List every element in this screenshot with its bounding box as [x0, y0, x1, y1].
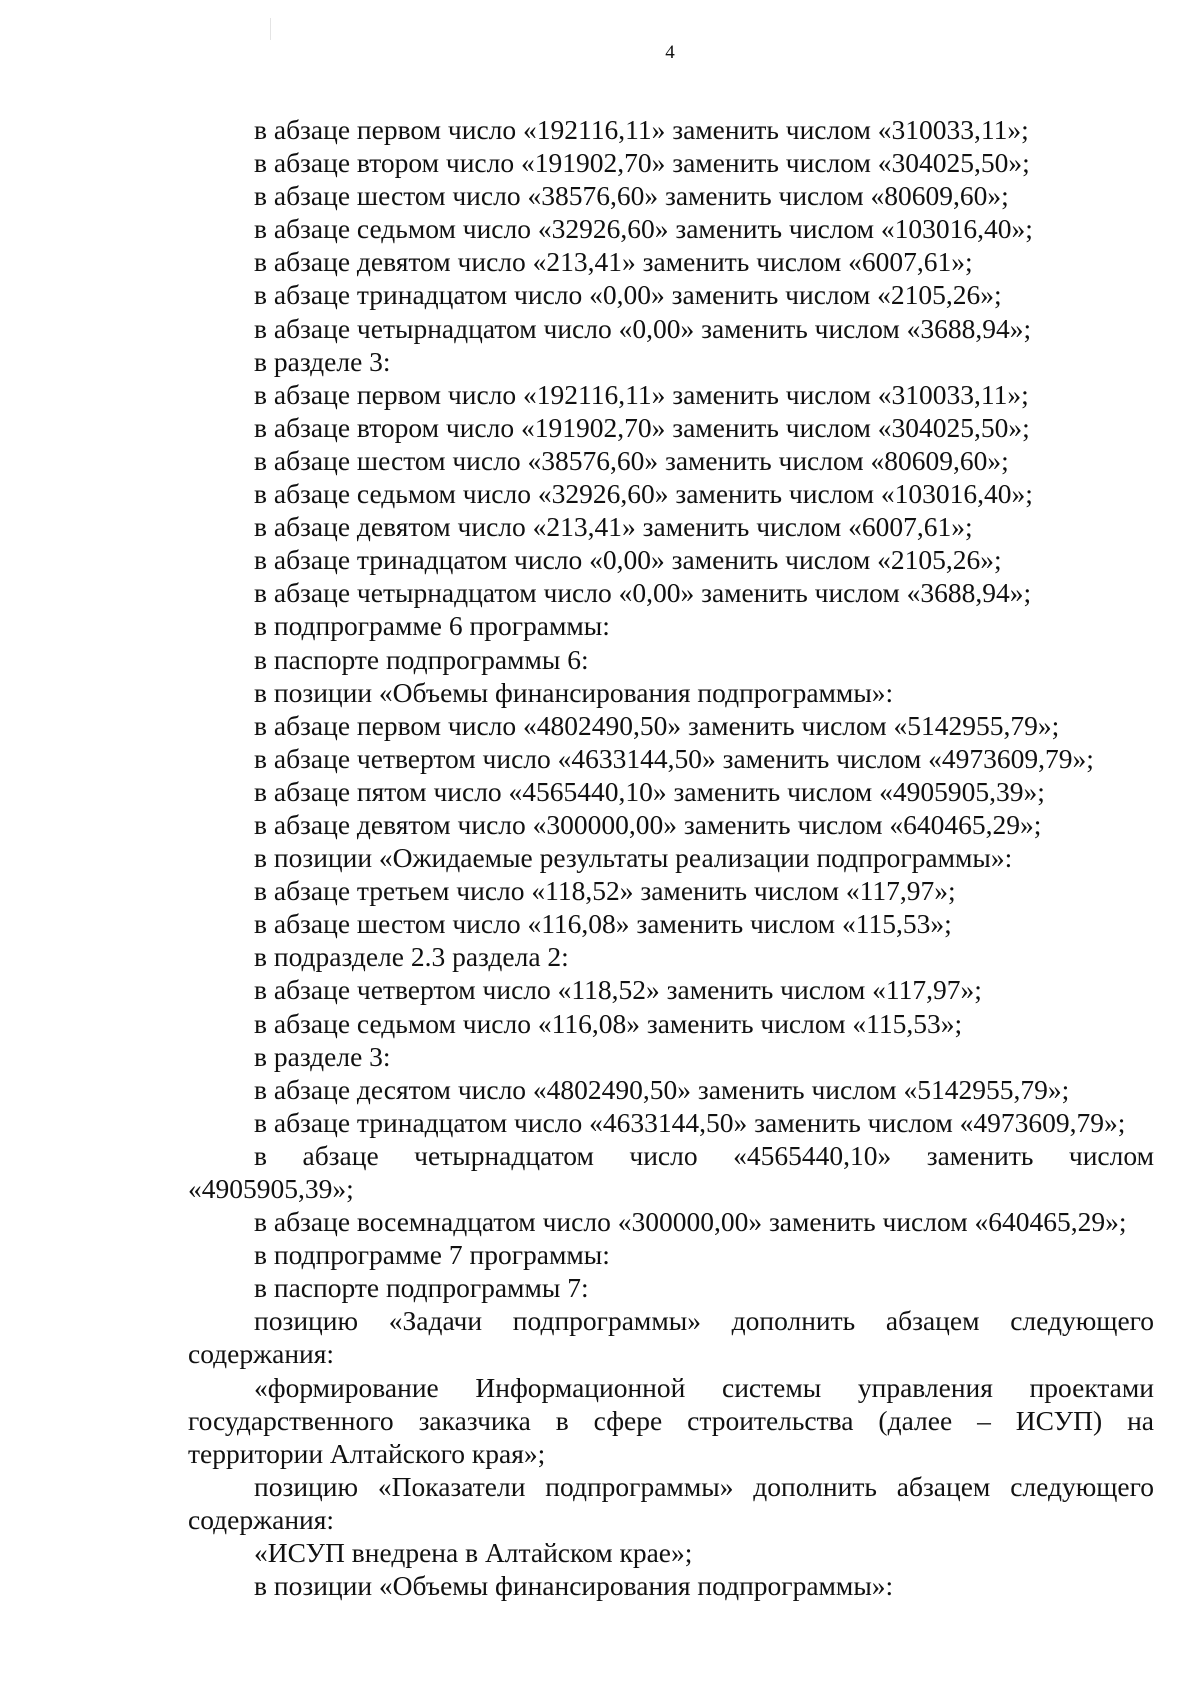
text-line: в абзаце тринадцатом число «0,00» заменить числом «2105,26»;	[254, 544, 1002, 576]
text-line: в абзаце шестом число «38576,60» заменить числом «80609,60»;	[254, 180, 1009, 212]
text-line: в абзаце четвертом число «4633144,50» заменить числом «4973609,79»;	[254, 742, 1094, 774]
text-line: в абзаце первом число «192116,11» заменить числом «310033,11»;	[254, 378, 1029, 410]
text-line: в абзаце тринадцатом число «0,00» заменить числом «2105,26»;	[254, 279, 1002, 311]
text-line: в подразделе 2.3 раздела 2:	[254, 941, 569, 973]
page-number: 4	[665, 42, 675, 63]
text-line: в подпрограмме 6 программы:	[254, 610, 610, 642]
text-line: в абзаце первом число «192116,11» заменить числом «310033,11»;	[254, 114, 1029, 145]
text-line: в абзаце четырнадцатом число «4565440,10» заменить числом	[254, 1139, 1154, 1171]
text-line: в абзаце шестом число «38576,60» заменить числом «80609,60»;	[254, 444, 1009, 476]
text-line: «ИСУП внедрена в Алтайском крае»;	[254, 1537, 693, 1569]
text-line: «формирование Информационной системы управления проектами	[254, 1371, 1154, 1403]
text-line: позицию «Показатели подпрограммы» дополнить абзацем следующего	[254, 1470, 1154, 1502]
text-line: позицию «Задачи подпрограммы» дополнить абзацем следующего	[254, 1305, 1154, 1337]
text-line: в абзаце четвертом число «118,52» заменить числом «117,97»;	[254, 974, 982, 1006]
text-line: в подпрограмме 7 программы:	[254, 1239, 610, 1271]
text-line: содержания:	[188, 1338, 335, 1370]
text-line: государственного заказчика в сфере строительства (далее – ИСУП) на	[188, 1404, 1154, 1436]
text-line: в абзаце пятом число «4565440,10» заменить числом «4905905,39»;	[254, 775, 1045, 807]
text-line: в абзаце втором число «191902,70» заменить числом «304025,50»;	[254, 147, 1030, 179]
scan-artifact	[270, 18, 271, 40]
text-line: в абзаце седьмом число «116,08» заменить числом «115,53»;	[254, 1007, 963, 1039]
document-body	[188, 113, 1154, 1602]
text-line: в абзаце девятом число «213,41» заменить числом «6007,61»;	[254, 511, 973, 543]
text-line: в позиции «Объемы финансирования подпрограммы»:	[254, 1570, 894, 1602]
text-line: в паспорте подпрограммы 7:	[254, 1272, 589, 1304]
text-line: содержания:	[188, 1503, 335, 1535]
text-line: в абзаце шестом число «116,08» заменить числом «115,53»;	[254, 908, 952, 940]
text-line: в абзаце седьмом число «32926,60» заменить числом «103016,40»;	[254, 478, 1033, 510]
text-line: в разделе 3:	[254, 345, 391, 377]
text-line: в абзаце первом число «4802490,50» заменить числом «5142955,79»;	[254, 709, 1060, 741]
text-line: в абзаце седьмом число «32926,60» заменить числом «103016,40»;	[254, 213, 1033, 245]
text-line: в абзаце восемнадцатом число «300000,00» заменить числом «640465,29»;	[254, 1206, 1127, 1238]
text-line: в позиции «Ожидаемые результаты реализации подпрограммы»:	[254, 842, 1013, 874]
text-line: в абзаце девятом число «213,41» заменить числом «6007,61»;	[254, 246, 973, 278]
text-line: в разделе 3:	[254, 1040, 391, 1072]
text-line: территории Алтайского края»;	[188, 1437, 546, 1469]
text-line: в абзаце втором число «191902,70» заменить числом «304025,50»;	[254, 411, 1030, 443]
text-line: в паспорте подпрограммы 6:	[254, 643, 589, 675]
text-line: в абзаце девятом число «300000,00» заменить числом «640465,29»;	[254, 808, 1042, 840]
text-line: в абзаце четырнадцатом число «0,00» заменить числом «3688,94»;	[254, 577, 1032, 609]
text-line: в позиции «Объемы финансирования подпрограммы»:	[254, 676, 894, 708]
text-line: в абзаце четырнадцатом число «0,00» заменить числом «3688,94»;	[254, 312, 1032, 344]
text-line: «4905905,39»;	[188, 1173, 354, 1204]
text-line: в абзаце тринадцатом число «4633144,50» заменить числом «4973609,79»;	[254, 1106, 1126, 1138]
text-line: в абзаце десятом число «4802490,50» заменить числом «5142955,79»;	[254, 1073, 1070, 1105]
text-line: в абзаце третьем число «118,52» заменить числом «117,97»;	[254, 875, 956, 907]
